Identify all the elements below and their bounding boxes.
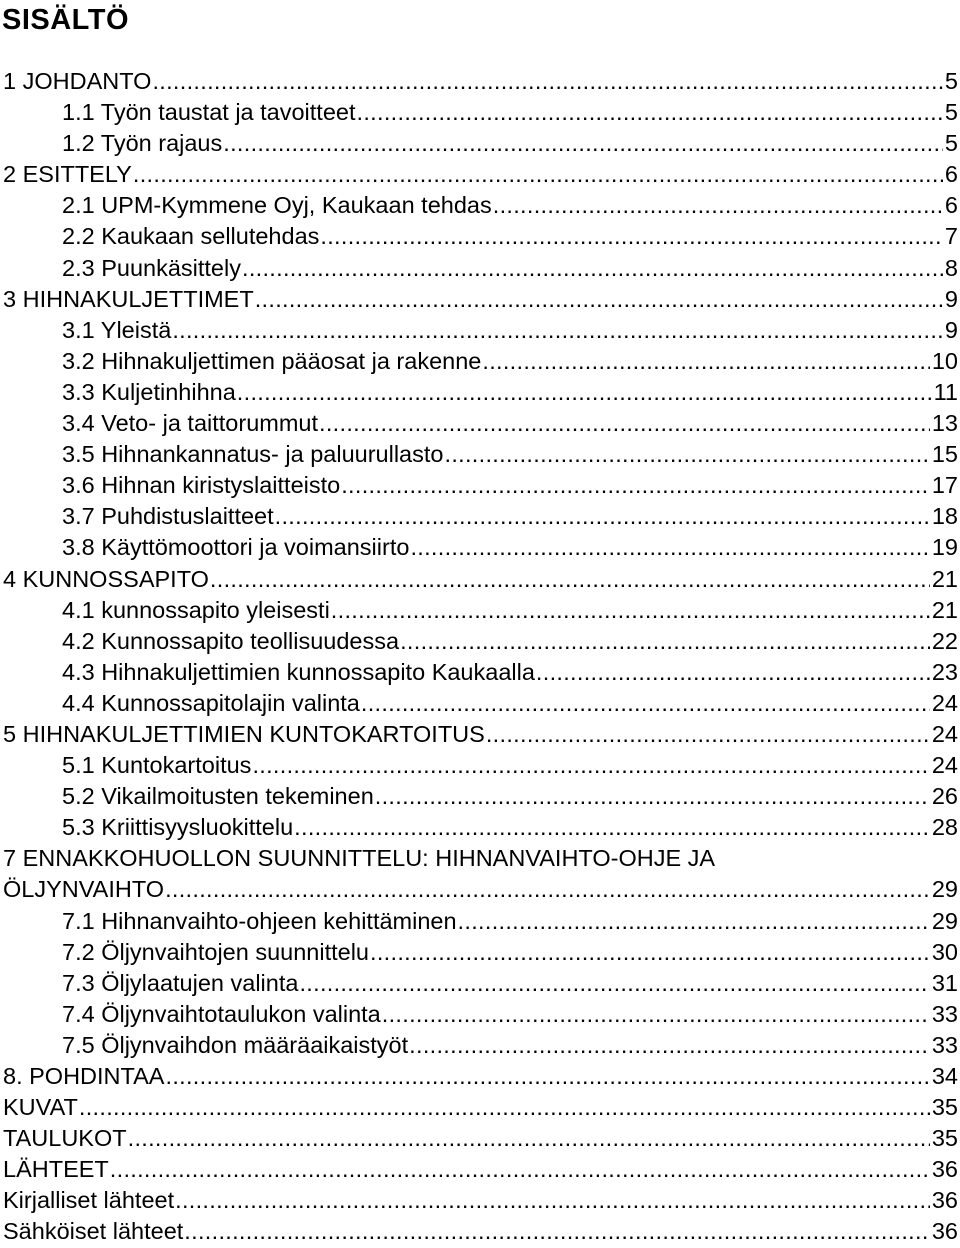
toc-page-number: 21 [931, 565, 958, 592]
dot-leader [110, 1154, 930, 1185]
toc-entry[interactable] [0, 781, 958, 812]
toc-page-number: 15 [931, 441, 958, 468]
toc-entry[interactable] [0, 221, 958, 252]
toc-page-number: 17 [931, 472, 958, 499]
dot-leader [409, 1030, 930, 1061]
toc-page-number: 34 [931, 1063, 958, 1089]
toc-entry-title: 7.4 Öljynvaihtotaulukon valinta [62, 1000, 381, 1027]
toc-page-number: 11 [933, 378, 958, 405]
toc-page-number: 23 [931, 658, 958, 685]
toc-entry[interactable] [0, 253, 958, 284]
toc-entry[interactable] [0, 626, 958, 657]
toc-entry-title: ÖLJYNVAIHTO [3, 876, 165, 903]
dot-leader [361, 688, 930, 719]
toc-entry-title: 2 ESITTELY [3, 161, 132, 188]
dot-leader [486, 719, 930, 750]
toc-entry-title: 4.2 Kunnossapito teollisuudessa [62, 627, 400, 654]
toc-entry-title: 5.1 Kuntokartoitus [62, 752, 252, 779]
toc-entry-title: LÄHTEET [3, 1156, 109, 1183]
dot-leader [294, 812, 930, 843]
toc-page-number: 22 [931, 627, 958, 654]
dot-leader [165, 1061, 929, 1092]
toc-entry-title: TAULUKOT [3, 1125, 127, 1152]
toc-entry[interactable] [0, 564, 958, 595]
dot-leader [242, 253, 943, 284]
toc-entry-title: 2.3 Puunkäsittely [62, 254, 241, 281]
toc-page-number: 13 [931, 410, 958, 437]
toc-page-number: 28 [931, 814, 958, 841]
toc-entry-title: 8. POHDINTAA [3, 1063, 165, 1089]
toc-entry[interactable] [0, 843, 958, 874]
toc-entry-title: 5.2 Vikailmoitusten tekeminen [62, 783, 374, 810]
toc-entry[interactable] [0, 999, 958, 1030]
dot-leader [79, 1092, 930, 1123]
toc-entry[interactable] [0, 1216, 958, 1247]
toc-page-number: 35 [931, 1094, 958, 1121]
dot-leader [175, 1185, 930, 1216]
toc-entry-title: 2.1 UPM-Kymmene Oyj, Kaukaan tehdas [62, 192, 492, 219]
toc-entry[interactable] [0, 284, 958, 315]
toc-entry[interactable] [0, 719, 958, 750]
toc-entry[interactable] [0, 315, 958, 346]
toc-entry-title: 7.3 Öljylaatujen valinta [62, 969, 299, 996]
dot-leader [357, 97, 943, 128]
toc-page-number: 6 [944, 192, 958, 219]
toc-entry-title: 3.6 Hihnan kiristyslaitteisto [62, 472, 341, 499]
dot-leader [128, 1123, 930, 1154]
toc-page-number: 33 [931, 1031, 958, 1058]
toc-page-number: 36 [931, 1187, 958, 1214]
toc-entry-title: Sähköiset lähteet [3, 1218, 184, 1245]
dot-leader [165, 874, 930, 905]
toc-entry-title: Kirjalliset lähteet [3, 1187, 175, 1214]
dot-leader [375, 781, 930, 812]
dot-leader [410, 532, 929, 563]
dot-leader [184, 1216, 930, 1247]
toc-entry[interactable] [0, 97, 958, 128]
toc-entry-title: 2.2 Kaukaan sellutehdas [62, 223, 320, 250]
toc-entry[interactable] [0, 657, 958, 688]
toc-entry[interactable] [0, 470, 958, 501]
toc-entry[interactable] [0, 812, 958, 843]
toc-entry-title: 4.3 Hihnakuljettimien kunnossapito Kaukaalla [62, 658, 535, 685]
toc-page-number: 35 [931, 1125, 958, 1152]
toc-entry-title: 3.8 Käyttömoottori ja voimansiirto [62, 534, 410, 561]
dot-leader [252, 750, 929, 781]
toc-entry[interactable] [0, 1123, 958, 1154]
dot-leader [172, 315, 943, 346]
toc-entry[interactable] [0, 159, 958, 190]
toc-page-number: 36 [931, 1218, 958, 1245]
toc-page-number: 10 [931, 347, 958, 374]
toc-entry-title: 3.2 Hihnakuljettimen pääosat ja rakenne [62, 347, 482, 374]
toc-entry[interactable] [0, 377, 958, 408]
toc-page-number: 19 [931, 534, 958, 561]
toc-page-number: 9 [944, 285, 958, 312]
dot-leader [341, 470, 930, 501]
toc-entry-title: 1.2 Työn rajaus [62, 130, 223, 157]
dot-leader [331, 595, 930, 626]
dot-leader [133, 159, 943, 190]
toc-page-number: 24 [931, 720, 958, 747]
toc-entry-title: 3 HIHNAKULJETTIMET [3, 285, 254, 312]
toc-entry[interactable] [0, 408, 958, 439]
dot-leader [255, 284, 943, 315]
toc-entry-title: 3.3 Kuljetinhihna [62, 378, 236, 405]
dot-leader [458, 906, 930, 937]
dot-leader [152, 66, 942, 97]
toc-entry[interactable] [0, 190, 958, 221]
toc-entry-title: 7.2 Öljynvaihtojen suunnittelu [62, 938, 370, 965]
toc-entry-title: 7.1 Hihnanvaihto-ohjeen kehittäminen [62, 907, 457, 934]
toc-entry-title: 4.4 Kunnossapitolajin valinta [62, 689, 360, 716]
dot-leader [320, 221, 943, 252]
toc-entry[interactable] [0, 501, 958, 532]
table-of-contents [0, 66, 958, 1248]
toc-page-number: 7 [944, 223, 958, 250]
toc-page-number: 26 [931, 783, 958, 810]
toc-entry-title: 5.3 Kriittisyysluokittelu [62, 814, 294, 841]
dot-leader [319, 408, 930, 439]
toc-entry-title: 7.5 Öljynvaihdon määräaikaistyöt [62, 1031, 409, 1058]
dot-leader [536, 657, 930, 688]
toc-entry-title: 7 ENNAKKOHUOLLON SUUNNITTELU: HIHNANVAIHTO-OHJE JA [3, 845, 716, 872]
dot-leader [444, 439, 929, 470]
dot-leader [299, 968, 929, 999]
toc-entry-title: 1.1 Työn taustat ja tavoitteet [62, 99, 356, 126]
toc-page-number: 8 [944, 254, 958, 281]
toc-entry[interactable] [0, 1030, 958, 1061]
dot-leader [210, 564, 930, 595]
toc-entry-title: 3.1 Yleistä [62, 316, 172, 343]
dot-leader [237, 377, 932, 408]
toc-entry[interactable] [0, 346, 958, 377]
toc-entry[interactable] [0, 750, 958, 781]
toc-page-number: 21 [931, 596, 958, 623]
toc-page-number: 24 [931, 689, 958, 716]
page-title: SISÄLTÖ [2, 4, 130, 36]
toc-entry[interactable] [0, 968, 958, 999]
toc-entry[interactable] [0, 1154, 958, 1185]
toc-entry-title: 3.5 Hihnankannatus- ja paluurullasto [62, 441, 444, 468]
toc-entry[interactable] [0, 937, 958, 968]
toc-entry[interactable] [0, 906, 958, 937]
toc-page-number: 33 [931, 1000, 958, 1027]
toc-entry[interactable] [0, 66, 958, 97]
toc-entry[interactable] [0, 439, 958, 470]
toc-entry-title: 4 KUNNOSSAPITO [3, 565, 209, 592]
toc-page-number: 30 [931, 938, 958, 965]
dot-leader [400, 626, 930, 657]
toc-entry[interactable] [0, 1092, 958, 1123]
toc-page-number: 29 [931, 876, 958, 903]
toc-page-number: 31 [931, 969, 958, 996]
toc-entry[interactable] [0, 595, 958, 626]
toc-page-number: 36 [931, 1156, 958, 1183]
toc-entry-title: 5 HIHNAKULJETTIMIEN KUNTOKARTOITUS [3, 720, 485, 747]
toc-entry-title: 3.7 Puhdistuslaitteet [62, 503, 274, 530]
dot-leader [223, 128, 943, 159]
toc-page-number: 29 [931, 907, 958, 934]
toc-entry[interactable] [0, 128, 958, 159]
dot-leader [370, 937, 930, 968]
toc-page-number: 9 [944, 316, 958, 343]
toc-entry[interactable] [0, 874, 958, 905]
toc-entry-title: KUVAT [3, 1094, 78, 1121]
toc-entry-title: 1 JOHDANTO [3, 68, 152, 94]
dot-leader [382, 999, 930, 1030]
toc-entry[interactable] [0, 688, 958, 719]
dot-leader [482, 346, 930, 377]
toc-page-number: 5 [944, 130, 958, 157]
toc-page-number: 5 [944, 99, 958, 126]
toc-entry-title: 4.1 kunnossapito yleisesti [62, 596, 330, 623]
toc-entry[interactable] [0, 1061, 958, 1092]
toc-entry[interactable] [0, 1185, 958, 1216]
toc-page-number: 5 [944, 68, 958, 94]
toc-page-number: 6 [944, 161, 958, 188]
dot-leader [275, 501, 930, 532]
toc-entry-title: 3.4 Veto- ja taittorummut [62, 410, 319, 437]
dot-leader [493, 190, 943, 221]
toc-page-number: 24 [931, 752, 958, 779]
toc-page-number: 18 [931, 503, 958, 530]
toc-entry[interactable] [0, 532, 958, 563]
